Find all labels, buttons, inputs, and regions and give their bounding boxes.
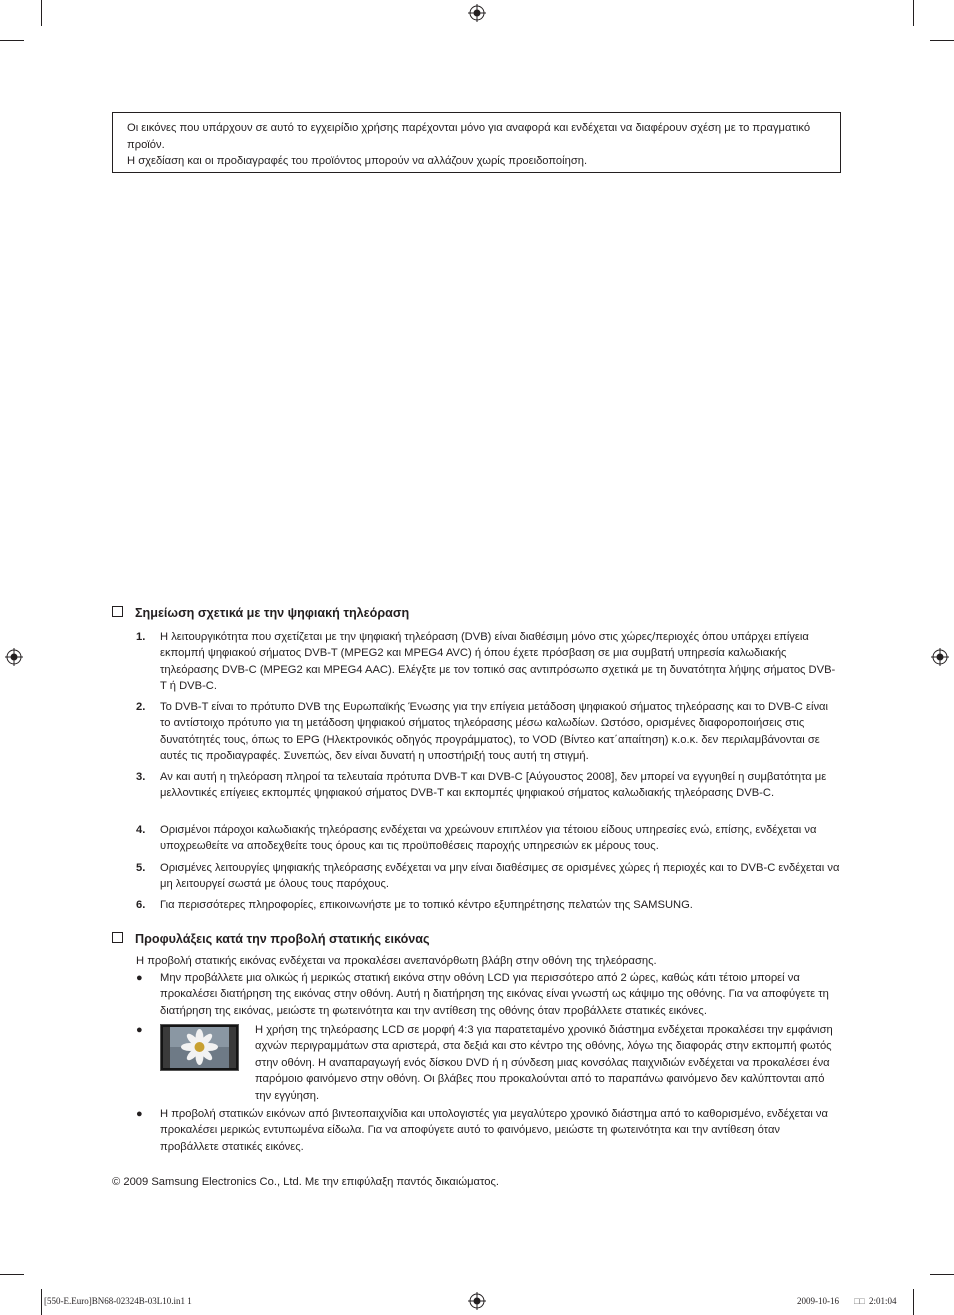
bullet-icon: ●: [136, 1108, 143, 1120]
still-image-intro: Η προβολή στατικής εικόνας ενδέχεται να προκαλέσει ανεπανόρθωτη βλάβη στην οθόνη της τηλεόρασης.: [136, 955, 657, 967]
numbered-item: 5. Ορισμένες λειτουργίες ψηφιακής τηλεόρασης ενδέχεται να μην είναι διαθέσιμες σε ορισμένες χώρες ή περιοχές και το DVB-C ενδέχεται να μη λειτουργεί σωστά με όλους τους παρόχους.: [136, 862, 840, 891]
disclaimer-line: Η σχεδίαση και οι προδιαγραφές του προϊόντος μπορούν να αλλάζουν χωρίς προειδοποίηση.: [127, 155, 588, 167]
flower-picture-icon: [161, 1025, 238, 1070]
copyright-notice: © 2009 Samsung Electronics Co., Ltd. Με την επιφύλαξη παντός δικαιώματος.: [112, 1176, 500, 1188]
numbered-item: 6. Για περισσότερες πληροφορίες, επικοινωνήστε με το τοπικό κέντρο εξυπηρέτησης πελατών της SAMSUNG.: [136, 899, 693, 911]
registration-mark-icon: [5, 648, 23, 666]
checkbox-square-icon: [112, 606, 123, 617]
print-slug-placeholder-glyphs: □□: [854, 1296, 865, 1306]
numbered-item: 2. Το DVB-T είναι το πρότυπο DVB της Ευρωπαϊκής Ένωσης για την επίγεια μετάδοση ψηφιακού σήματος τηλεόρασης και το DVB-C είναι το αντίστοιχο πρότυπο για τη μετάδοση ψηφιακού σήματος τηλεόρασης μέσω καλωδίων. Ωστόσο, ορισμένες διαφοροποιήσεις στις δυνατότητές τους, όπως το EPG (Ηλεκτρονικός οδηγός προγράμματος), το VOD (Βίντεο κατ΄απαίτηση) κ.ο.κ. δεν περιλαμβάνονται σε αυτές τις προδιαγραφές. Συνεπώς, δεν είναι δυνατή η υποστήριξή τους αυτή τη στιγμή.: [136, 701, 828, 763]
print-slug-date: 2009-10-16: [797, 1296, 839, 1306]
registration-mark-icon: [468, 4, 486, 22]
numbered-item: 3. Αν και αυτή η τηλεόραση πληροί τα τελευταία πρότυπα DVB-T και DVB-C [Αύγουστος 2008], δεν μπορεί να εγγυηθεί η συμβατότητα με μελλοντικές επίγειες εκπομπές ψηφιακού σήματος DVB-T και εκπομπές ψηφιακού σήματος καλωδιακής τηλεόρασης DVB-C.: [136, 771, 827, 800]
bullet-icon: ●: [136, 1024, 143, 1036]
section-title-still-image: Προφυλάξεις κατά την προβολή στατικής εικόνας: [112, 931, 430, 947]
crop-mark: [41, 1289, 42, 1315]
crop-mark: [0, 1274, 24, 1275]
tv-screen-burn-in-image: [160, 1024, 239, 1071]
disclaimer-line: Οι εικόνες που υπάρχουν σε αυτό το εγχειρίδιο χρήσης παρέχονται μόνο για αναφορά και ενδέχεται να διαφέρουν σχέση με το πραγματικό προϊόν.: [127, 122, 811, 151]
numbered-item: 4. Ορισμένοι πάροχοι καλωδιακής τηλεόρασης ενδέχεται να χρεώνουν επιπλέον για τέτοιου είδους υπηρεσίες ενώ, επίσης, ενδέχεται να υποχρεωθείτε να αποδεχθείτε τους όρους και τις προϋποθέσεις παροχής υπηρεσιών εκ μέρους τους.: [136, 824, 817, 853]
crop-mark: [930, 1274, 954, 1275]
registration-mark-icon: [931, 648, 949, 666]
crop-mark: [913, 1289, 914, 1315]
section-title-digital-tv: Σημείωση σχετικά με την ψηφιακή τηλεόραση: [112, 605, 409, 621]
bullet-item: ● Η προβολή στατικών εικόνων από βιντεοπαιχνίδια και υπολογιστές για μεγαλύτερο χρονικό διάστημα από το καθορισμένο, ενδέχεται να προκαλέσει μερικώς εντυπωμένα είδωλα. Για να αποφύγετε αυτό το φαινόμενο, μειώστε τη φωτεινότητα και την αντίθεση όταν προβάλλετε στατικές εικόνες.: [136, 1108, 828, 1153]
crop-mark: [930, 40, 954, 41]
numbered-item: 1. Η λειτουργικότητα που σχετίζεται με την ψηφιακή τηλεόραση (DVB) είναι διαθέσιμη μόνο στις χώρες/περιοχές όπου υπάρχει επίγεια εκπομπή ψηφιακού σήματος DVB-T (MPEG2 και MPEG4 AVC) ή όπου έχετε πρόσβαση σε μια συμβατή υπηρεσία καλωδιακής τηλεόρασης DVB-C (MPEG2 και MPEG4 AAC). Ελέγξτε με τον τοπικό σας αντιπρόσωπο σχετικά με τη δυνατότητα λήψης σήματος DVB-T ή DVB-C.: [136, 631, 836, 693]
disclaimer-box: [112, 112, 841, 173]
crop-mark: [913, 0, 914, 26]
crop-mark: [41, 0, 42, 26]
print-slug-time: 2:01:04: [869, 1296, 897, 1306]
registration-mark-icon: [468, 1292, 486, 1310]
bullet-item: ● Μην προβάλλετε μια ολικώς ή μερικώς στατική εικόνα στην οθόνη LCD για περισσότερο από 2 ώρες, καθώς κάτι τέτοιο μπορεί να προκαλέσει διατήρηση της εικόνας στην οθόνη. Αυτή η διατήρηση της εικόνας είναι γνωστή ως κάψιμο της οθόνης. Για να αποφύγετε τη διατήρηση της εικόνας, μειώστε τη φωτεινότητα και την αντίθεση της οθόνης όταν προβάλλετε στατικές εικόνες.: [136, 972, 829, 1017]
crop-mark: [0, 40, 24, 41]
bullet-item: ● Η χρήση της τηλεόρασης LCD σε μορφή 4:3 για παρατεταμένο χρονικό διάστημα ενδέχεται προκαλέσει την εμφάνιση αχνών περιγραμμάτων στα αριστερά, στα δεξιά και στο κέντρο της οθόνης, λόγω της διαφοράς στην εκπομπή φωτός στην οθόνη. Η αναπαραγωγή ενός δίσκου DVD ή η σύνδεση μιας κονσόλας παιχνιδιών ενδέχεται να προκαλέσει ένα παρόμοιο φαινόμενο στην οθόνη. Οι βλάβες που προκαλούνται από το παραπάνω φαινόμενο δεν καλύπτονται από την εγγύηση.: [136, 1024, 833, 1102]
bullet-icon: ●: [136, 972, 143, 984]
print-slug-filename: [550-E.Euro]BN68-02324B-03L10.in1 1: [44, 1296, 192, 1306]
checkbox-square-icon: [112, 932, 123, 943]
